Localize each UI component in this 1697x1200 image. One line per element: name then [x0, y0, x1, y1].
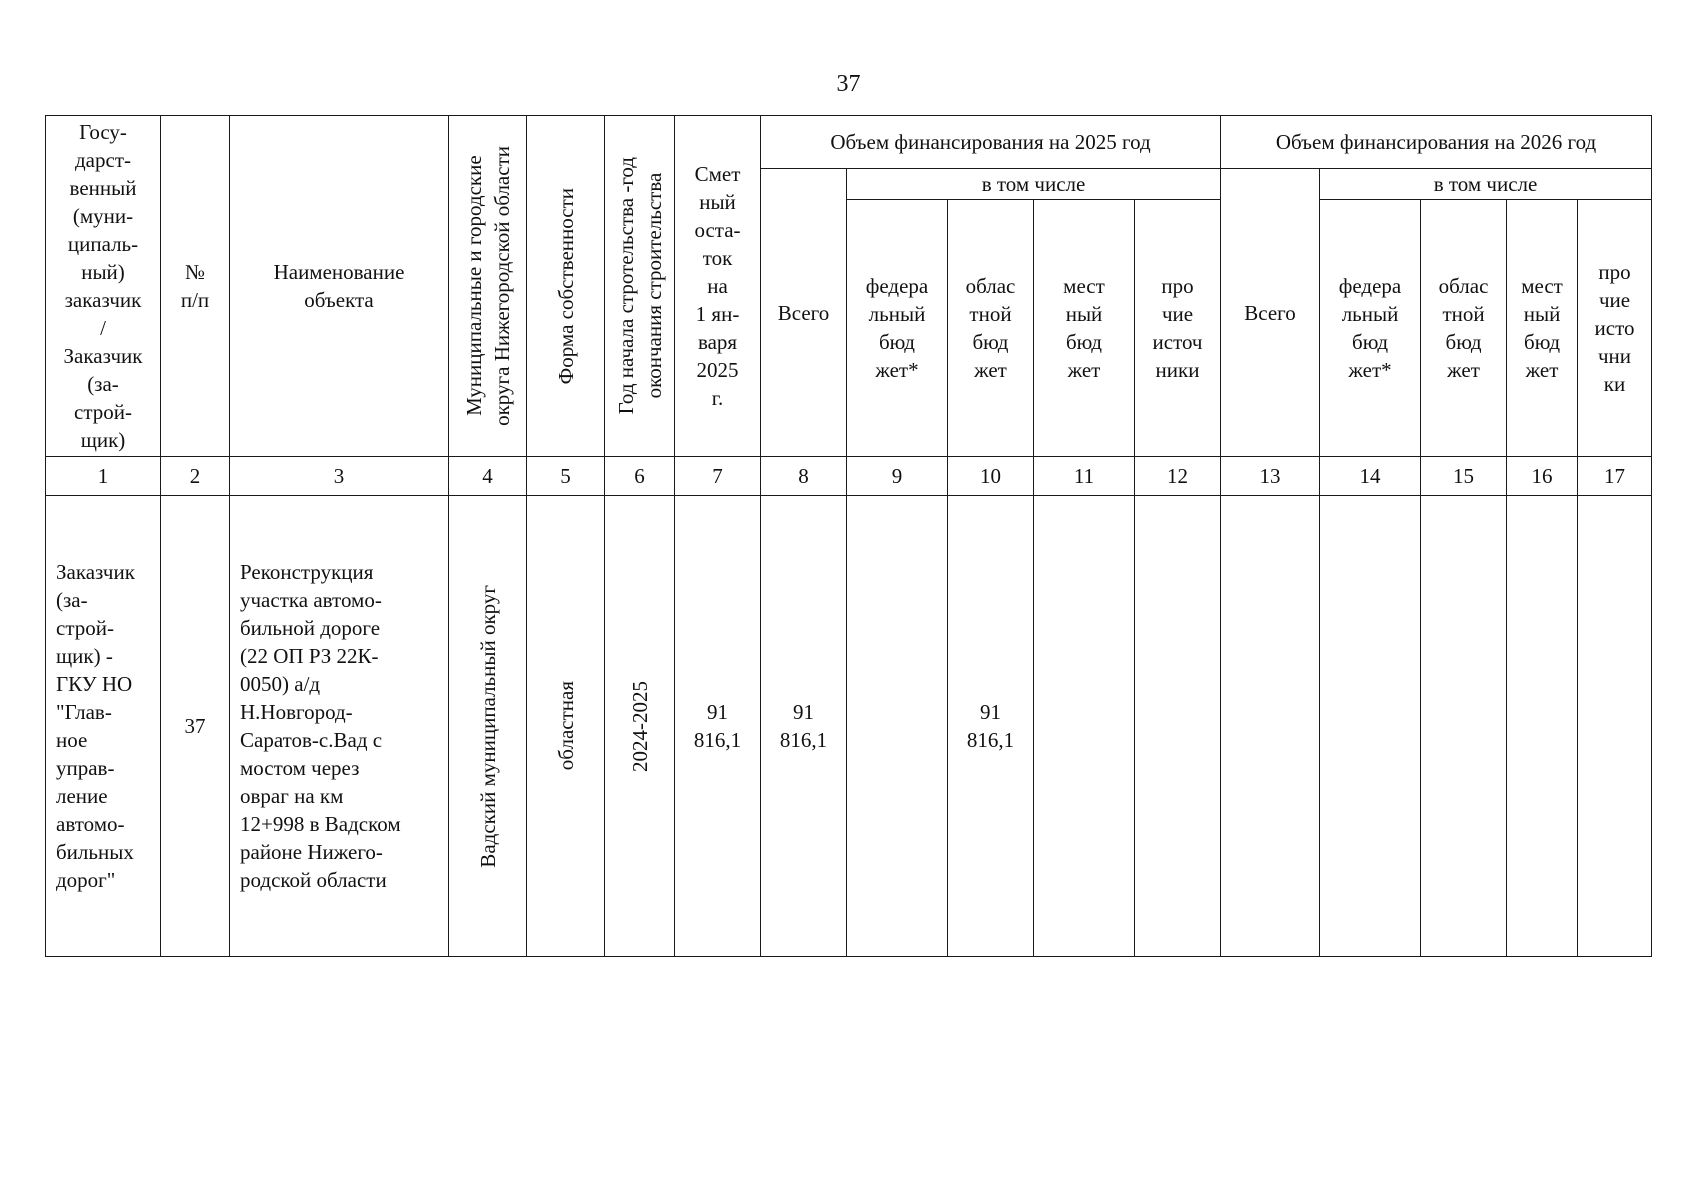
page-number: 37 — [836, 71, 861, 97]
cell-total-2026 — [1221, 496, 1320, 957]
column-number: 5 — [527, 457, 605, 496]
header-local-2026: мест ный бюд жет — [1507, 200, 1578, 457]
column-number: 11 — [1034, 457, 1135, 496]
header-total-2026: Всего — [1221, 169, 1320, 457]
column-number: 14 — [1320, 457, 1421, 496]
header-other-2025: про чие источ ники — [1135, 200, 1221, 457]
header-other-2026: про чие исто чни ки — [1578, 200, 1652, 457]
cell-other-2026 — [1578, 496, 1652, 957]
cell-customer: Заказчик (за- строй- щик) - ГКУ НО "Глав- ное управ- ление автомо- бильных дорог" — [46, 496, 161, 957]
cell-estimate-balance: 91 816,1 — [675, 496, 761, 957]
column-number: 10 — [948, 457, 1034, 496]
header-object-name: Наименование объекта — [230, 116, 449, 457]
header-customer: Госу- дарст- венный (муни- ципаль- ный) заказчик / Заказчик (за- строй- щик) — [46, 116, 161, 457]
cell-number: 37 — [161, 496, 230, 957]
header-ownership-cell — [527, 116, 605, 457]
cell-years-cell — [605, 496, 675, 957]
header-federal-2025: федера льный бюд жет* — [847, 200, 948, 457]
table-row — [46, 496, 1652, 957]
column-number: 12 — [1135, 457, 1221, 496]
cell-ownership: областная — [553, 681, 578, 771]
financing-table — [45, 115, 1652, 957]
header-total-2025: Всего — [761, 169, 847, 457]
header-municipalities-cell — [449, 116, 527, 457]
header-years-cell — [605, 116, 675, 457]
column-number: 13 — [1221, 457, 1320, 496]
cell-other-2025 — [1135, 496, 1221, 957]
header-estimate-balance: Смет ный оста- ток на 1 ян- варя 2025 г. — [675, 116, 761, 457]
header-regional-2025: облас тной бюд жет — [948, 200, 1034, 457]
cell-object-name: Реконструкция участка автомо- бильной дороге (22 ОП РЗ 22К- 0050) а/д Н.Новгород- Саратов-с.Вад с мостом через овраг на км 12+998 в Вадском районе Нижего- родской области — [230, 496, 449, 957]
column-number: 4 — [449, 457, 527, 496]
header-ownership: Форма собственности — [553, 187, 578, 385]
column-number: 6 — [605, 457, 675, 496]
cell-regional-2025: 91 816,1 — [948, 496, 1034, 957]
cell-local-2025 — [1034, 496, 1135, 957]
column-number: 7 — [675, 457, 761, 496]
cell-municipality-cell — [449, 496, 527, 957]
cell-years: 2024-2025 — [627, 680, 652, 772]
cell-total-2025: 91 816,1 — [761, 496, 847, 957]
header-federal-2026: федера льный бюд жет* — [1320, 200, 1421, 457]
header-number: № п/п — [161, 116, 230, 457]
column-number: 1 — [46, 457, 161, 496]
header-funding-2026: Объем финансирования на 2026 год — [1221, 116, 1652, 169]
header-municipalities: Муниципальные и городские округа Нижегородской области — [461, 146, 514, 426]
header-including-2026: в том числе — [1320, 169, 1652, 200]
header-regional-2026: облас тной бюд жет — [1421, 200, 1507, 457]
column-number: 9 — [847, 457, 948, 496]
header-local-2025: мест ный бюд жет — [1034, 200, 1135, 457]
cell-federal-2026 — [1320, 496, 1421, 957]
header-funding-2025: Объем финансирования на 2025 год — [761, 116, 1221, 169]
column-number: 8 — [761, 457, 847, 496]
column-number: 2 — [161, 457, 230, 496]
cell-federal-2025 — [847, 496, 948, 957]
header-including-2025: в том числе — [847, 169, 1221, 200]
column-number: 17 — [1578, 457, 1652, 496]
cell-ownership-cell — [527, 496, 605, 957]
column-number: 3 — [230, 457, 449, 496]
column-number: 15 — [1421, 457, 1507, 496]
cell-local-2026 — [1507, 496, 1578, 957]
header-years: Год начала стротельства -год окончания строительства — [613, 157, 666, 415]
cell-municipality: Вадский муниципальный округ — [475, 584, 500, 868]
cell-regional-2026 — [1421, 496, 1507, 957]
column-number: 16 — [1507, 457, 1578, 496]
